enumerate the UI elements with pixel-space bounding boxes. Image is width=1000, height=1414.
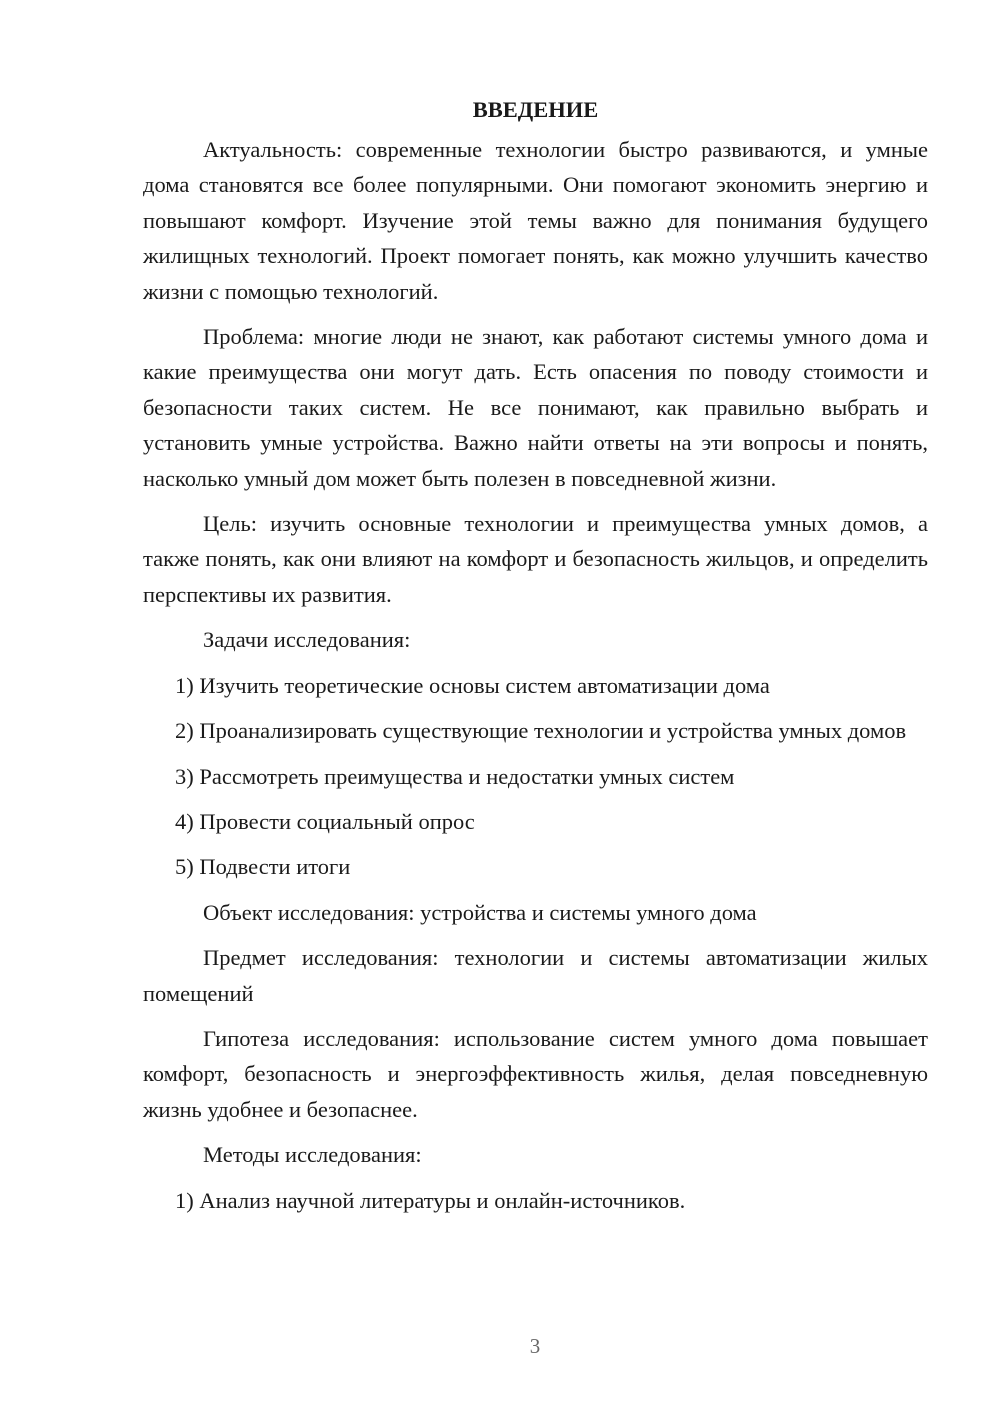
task-item-5: 5) Подвести итоги [175,854,351,880]
object-paragraph: Объект исследования: устройства и системы умного дома [203,899,757,925]
task-item-3: 3) Рассмотреть преимущества и недостатки умных систем [175,763,735,789]
section-title: ВВЕДЕНИЕ [472,97,599,122]
page-number: 3 [529,1334,541,1358]
task-item-1: 1) Изучить теоретические основы систем автоматизации дома [175,672,770,698]
hypothesis-paragraph: Гипотеза исследования: использование систем умного дома повышает комфорт, безопасность и энергоэффективность жилья, делая повседневную жизнь удобнее и безопаснее. [143,1025,928,1122]
methods-heading: Методы исследования: [203,1142,422,1168]
subject-paragraph: Предмет исследования: технологии и системы автоматизации жилых помещений [143,945,928,1006]
task-item-2: 2) Проанализировать существующие технологии и устройства умных домов [175,718,907,744]
relevance-paragraph: Актуальность: современные технологии быстро развиваются, и умные дома становятся все более популярными. Они помогают экономить энергию и повышают комфорт. Изучение этой темы важно для понимания будущего жилищных технологий. Проект помогает понять, как можно улучшить качество жизни с помощью технологий. [143,137,928,304]
document-page [143,92,928,1228]
method-item-1: 1) Анализ научной литературы и онлайн-источников. [175,1187,686,1213]
goal-paragraph: Цель: изучить основные технологии и преимущества умных домов, а также понять, как они влияют на комфорт и безопасность жильцов, и определить перспективы их развития. [143,511,928,607]
tasks-heading: Задачи исследования: [203,627,411,653]
task-item-4: 4) Провести социальный опрос [175,808,475,834]
problem-paragraph: Проблема: многие люди не знают, как работают системы умного дома и какие преимущества они могут дать. Есть опасения по поводу стоимости и безопасности таких систем. Не все понимают, как правильно выбрать и установить умные устройства. Важно найти ответы на эти вопросы и понять, насколько умный дом может быть полезен в повседневной жизни. [143,324,928,491]
